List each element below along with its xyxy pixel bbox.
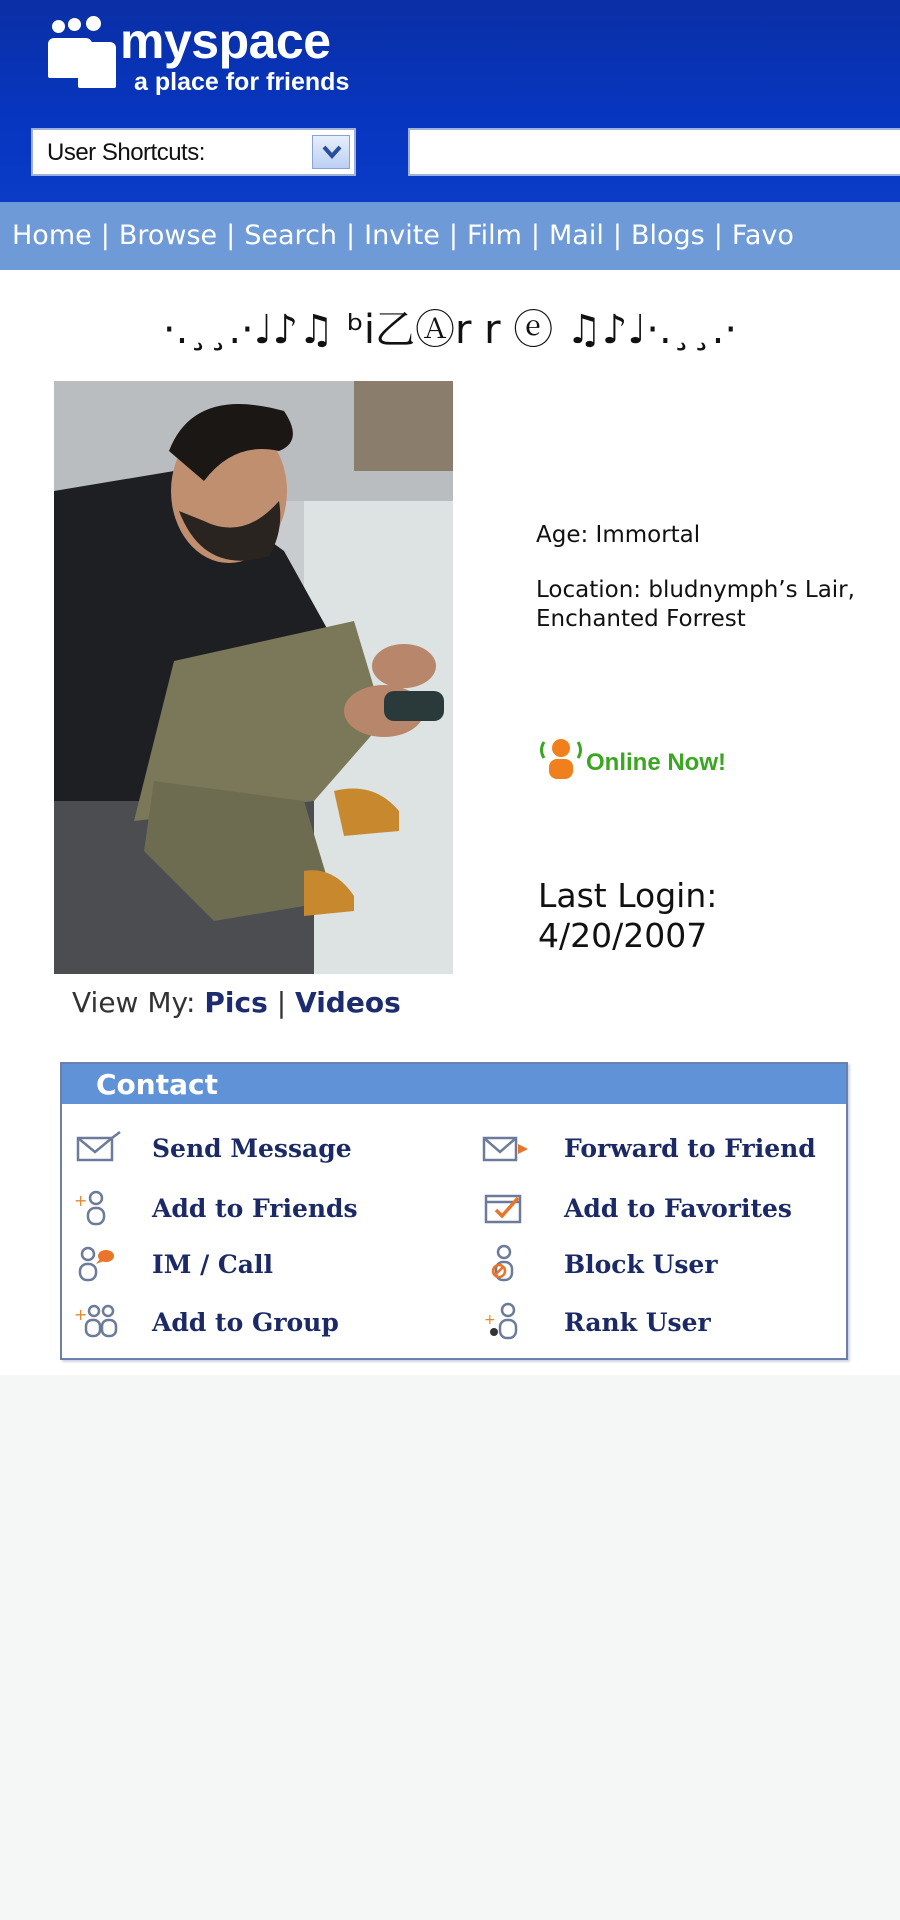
- profile-location: Location: bludnymph’s Lair, Enchanted Forrest: [536, 577, 855, 632]
- last-login: [538, 876, 717, 956]
- view-separator: |: [276, 986, 287, 1019]
- nav-separator: |: [530, 220, 540, 251]
- favorites-icon: [482, 1188, 530, 1228]
- profile-photo[interactable]: [54, 381, 453, 974]
- myspace-logo[interactable]: [48, 13, 368, 106]
- send-message-label: Send Message: [152, 1134, 352, 1163]
- nav-home[interactable]: Home: [12, 220, 92, 251]
- nav-separator: |: [448, 220, 459, 251]
- im-call-button[interactable]: [74, 1242, 404, 1286]
- main-nav: [0, 202, 900, 270]
- contact-box: [60, 1062, 848, 1360]
- people-logo-icon: [48, 16, 118, 90]
- send-message-button[interactable]: [74, 1126, 404, 1170]
- svg-text:+: +: [484, 1312, 496, 1328]
- profile-display-name: ·.¸¸.·♩♪♫ ᵇi乙Ⓐr r ⓔ ♫♪♩·.¸¸.·: [162, 307, 738, 353]
- rank-user-button[interactable]: [482, 1300, 832, 1344]
- rank-user-label: Rank User: [564, 1308, 711, 1337]
- svg-text:+: +: [74, 1305, 88, 1324]
- im-call-icon: [74, 1244, 122, 1284]
- last-login-date: 4/20/2007: [538, 916, 708, 955]
- block-user-button[interactable]: [482, 1242, 832, 1286]
- forward-to-friend-label: Forward to Friend: [564, 1134, 816, 1163]
- nav-separator: |: [100, 220, 110, 251]
- search-input[interactable]: [408, 128, 900, 176]
- view-my-label: View My:: [72, 986, 196, 1019]
- rank-user-icon: [482, 1302, 530, 1342]
- nav-blogs[interactable]: Blogs: [630, 220, 705, 251]
- nav-separator: |: [346, 220, 356, 251]
- user-shortcuts-label: User Shortcuts:: [47, 139, 205, 166]
- svg-text:+: +: [74, 1191, 88, 1210]
- add-to-group-label: Add to Group: [152, 1308, 339, 1337]
- forward-envelope-icon: [482, 1128, 530, 1168]
- nav-separator: |: [226, 220, 236, 251]
- nav-film[interactable]: Film: [467, 220, 522, 251]
- online-person-icon: [536, 732, 586, 782]
- contact-title: Contact: [96, 1068, 218, 1101]
- profile-age: Age: Immortal: [536, 522, 701, 548]
- add-to-friends-button[interactable]: [74, 1186, 404, 1230]
- chevron-down-icon[interactable]: [312, 135, 350, 169]
- user-shortcuts-select[interactable]: [31, 128, 356, 176]
- header: [0, 0, 900, 202]
- last-login-label: Last Login:: [538, 876, 718, 915]
- view-my-links: [72, 986, 401, 1019]
- online-now-badge: [536, 732, 756, 782]
- nav-browse[interactable]: Browse: [118, 220, 218, 251]
- add-group-icon: [74, 1302, 122, 1342]
- nav-separator: |: [713, 220, 723, 251]
- nav-favorites[interactable]: Favo: [731, 220, 794, 251]
- contact-header: [62, 1064, 846, 1104]
- view-videos-link[interactable]: Videos: [295, 986, 401, 1019]
- im-call-label: IM / Call: [152, 1250, 273, 1279]
- nav-invite[interactable]: Invite: [364, 220, 440, 251]
- add-to-favorites-label: Add to Favorites: [564, 1194, 792, 1223]
- block-user-icon: [482, 1244, 530, 1284]
- add-friend-icon: [74, 1188, 122, 1228]
- nav-mail[interactable]: Mail: [549, 220, 604, 251]
- add-to-group-button[interactable]: [74, 1300, 404, 1344]
- forward-to-friend-button[interactable]: [482, 1126, 832, 1170]
- envelope-icon: [74, 1128, 122, 1168]
- nav-search[interactable]: Search: [244, 220, 338, 251]
- online-status-text: Online Now!: [586, 749, 726, 776]
- add-to-friends-label: Add to Friends: [152, 1194, 358, 1223]
- nav-separator: |: [612, 220, 622, 251]
- block-user-label: Block User: [564, 1250, 718, 1279]
- add-to-favorites-button[interactable]: [482, 1186, 832, 1230]
- view-pics-link[interactable]: Pics: [204, 986, 268, 1019]
- logo-wordmark: myspace: [120, 13, 331, 69]
- logo-tagline: a place for friends: [134, 68, 350, 96]
